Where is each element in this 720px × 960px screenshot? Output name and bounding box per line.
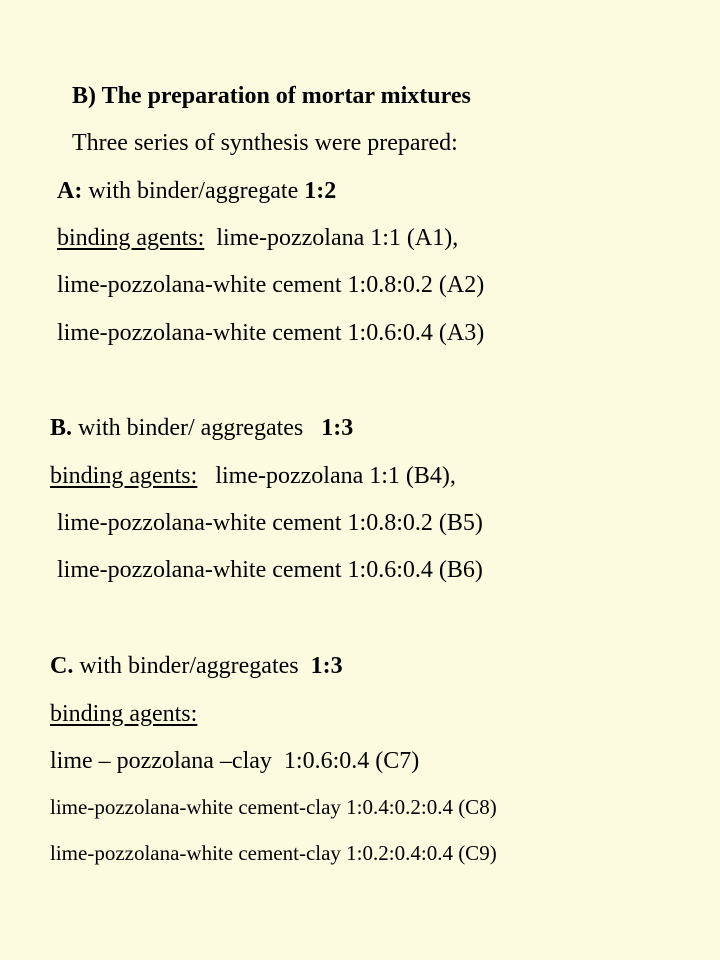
series-c-letter: C. bbox=[50, 653, 74, 679]
intro-text: Three series of synthesis were prepared: bbox=[72, 130, 458, 156]
series-b-desc: with binder/ aggregates bbox=[78, 415, 304, 441]
series-c-binding-label: binding agents: bbox=[50, 701, 198, 727]
series-b-heading bbox=[50, 413, 353, 443]
series-b-ratio: 1:3 bbox=[321, 415, 354, 441]
series-a-binding-label: binding agents: bbox=[57, 225, 205, 251]
series-b-binding-row bbox=[50, 461, 456, 491]
series-a-ratio: 1:2 bbox=[304, 178, 337, 204]
series-a-item: lime-pozzolana-white cement 1:0.8:0.2 (A2) bbox=[57, 272, 485, 298]
series-a-item: lime-pozzolana 1:1 (A1), bbox=[216, 225, 459, 251]
series-b-item: lime-pozzolana-white cement 1:0.6:0.4 (B6) bbox=[57, 557, 483, 583]
series-b-letter: B. bbox=[50, 415, 73, 441]
series-a-item: lime-pozzolana-white cement 1:0.6:0.4 (A3) bbox=[57, 320, 485, 346]
series-c-desc: with binder/aggregates bbox=[79, 653, 299, 679]
series-a-desc: with binder/aggregate bbox=[88, 178, 299, 204]
series-c-item: lime – pozzolana –clay 1:0.6:0.4 (C7) bbox=[50, 748, 420, 774]
slide-title: B) The preparation of mortar mixtures bbox=[72, 83, 471, 109]
series-c-ratio: 1:3 bbox=[310, 653, 343, 679]
series-b-binding-label: binding agents: bbox=[50, 463, 198, 489]
series-a-binding-row bbox=[57, 223, 458, 253]
series-c-item: lime-pozzolana-white cement-clay 1:0.4:0.2:0.4 (C8) bbox=[50, 795, 497, 819]
series-c-item: lime-pozzolana-white cement-clay 1:0.2:0.4:0.4 (C9) bbox=[50, 841, 497, 865]
series-c-heading bbox=[50, 651, 343, 681]
series-c-binding-row bbox=[50, 699, 197, 729]
series-a-letter: A: bbox=[57, 178, 83, 204]
series-b-item: lime-pozzolana-white cement 1:0.8:0.2 (B5) bbox=[57, 510, 483, 536]
series-a-heading bbox=[57, 176, 336, 206]
series-b-item: lime-pozzolana 1:1 (B4), bbox=[215, 463, 456, 489]
